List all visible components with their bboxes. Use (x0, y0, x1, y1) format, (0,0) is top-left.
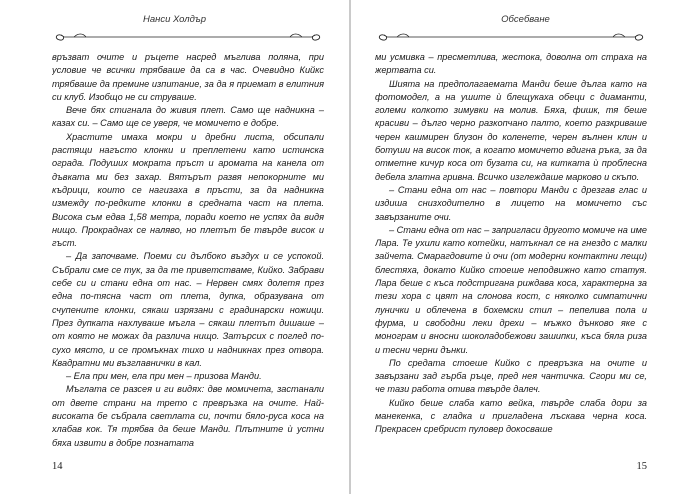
running-head-author: Нанси Холдър (142, 14, 207, 25)
page-number: 15 (636, 461, 647, 472)
paragraph: ми усмивка – пресметлива, жестока, доволна от страха на жертвата си. (375, 52, 647, 76)
header-ornament (52, 30, 324, 44)
paragraph: Шията на предполагаемата Манди беше дълга като на фотомодел, а на ушите ѝ блещукаха обеци с диаманти, големи колкото зимувки на молив. Бяха, фишк, тя беше красиви – дълго черно разкопчано палто, което разкриваше черен кашмирен блузон до коленете, черен вълнен клин и ботуши на висок ток, а когато момичето вдигна ръка, за да отметне кичур коса от бузата си, на китката ѝ проблесна дебела златна гривна. Всичко изглеждаше марково и скъпо. (375, 78, 647, 182)
paragraph: По средата стоеше Кийко с превръзка на очите и завързани зад гърба ръце, пред нея чантичка. Сгори ми се, че тази работа отива твърде далеч. (375, 357, 647, 395)
paragraph: – Стани една от нас – запригласи другото момиче на име Лара. Те ухили като котейки, натъкнал се на гнездо с малки зайчета. Смарагдовите ѝ очи (от модерни контактни лещи) блестяха, докато Кийко стоеше неподвижно като статуя. Лара беше с къса подстригана риждава коса, характерна за тези хора с цвят на слонова кост, с няколко симпатични лунички и облечена в бохемски стил – пепелива пола и фурма, и свободни леки дрехи – мъжко дънково яке с монограм и вносни шоколадобежови зашипки, къса бяла риза и тесни черни дънки. (375, 224, 647, 355)
paragraph: връзват очите и ръцете насред мъглива поляна, при условие че всички трябваше да са в час. Очевидно Кийкс трябваше да премине изпитание, за да я приемат в елитния си клуб. Изобщо не си струваше. (52, 52, 324, 102)
body-text (375, 51, 647, 455)
body-text (52, 51, 324, 455)
paragraph: Вече бях стигнала до живия плет. Само ще надникна – казах си. – Само ще се уверя, че момичето е добре. (52, 105, 324, 129)
running-head-title: Обсебване (501, 14, 550, 25)
header-ornament (375, 30, 647, 44)
paragraph: Мъглата се разсея и ги видях: две момичета, застанали от двете страни на трето с превръзка на очите. Най-високата бе събрала светлата си, почти бяло-руса коса на хлабав кок. Тя трябва да беше Манди. Плътните ѝ устни бяха извити в добре познатата (52, 384, 324, 448)
paragraph: – Стани една от нас – повтори Манди с дрезгав глас и издиша снизходително в лицето на момичето със завързаните очи. (375, 184, 647, 222)
right-page (351, 0, 700, 494)
left-page (0, 0, 349, 494)
paragraph: – Да започваме. Поеми си дълбоко въздух и се успокой. Събрали сме се тук, за да те приветстваме, Кийко. Забрави себе си и стани една от нас. – Нервен смях долетя през една по-тясна част от плета, дупка, образувана от счупените клонки, сякаш изрязани с градинарски ножици. През дупката нахлуваше мъгла – сякаш плетът дишаше – от която не можах да различа нищо. Затърсих с поглед по-сухо място, и се промъкнах тихо и надникнах през отвора. Квадратни ми възглавнички в кал. (52, 251, 324, 368)
paragraph: Кийко беше слаба като вейка, твърде слаба дори за манекенка, с гладка и пригладена лъскава черна коса. Прекрасен сребрист пуловер докосваше (375, 397, 647, 435)
paragraph: – Ела при мен, ела при мен – призова Манди. (66, 371, 262, 382)
page-number: 14 (52, 461, 63, 472)
paragraph: Храстите имаха мокри и дребни листа, обсипали растящи нагъсто клонки и преплетени като истинска ограда. Подуших мократа пръст и аромата на канела от дъвката ми без захар. Вятърът развя непокорните ми къдрици, които се нагизаха в пръсти, за да надникна измежду по-редките клонки в средната част на плета. Висока съм едва 1,58 метра, поради което не успях да видя нищо. Прокраднах се наляво, но плетът бе твърде висок и гъст. (52, 131, 324, 249)
